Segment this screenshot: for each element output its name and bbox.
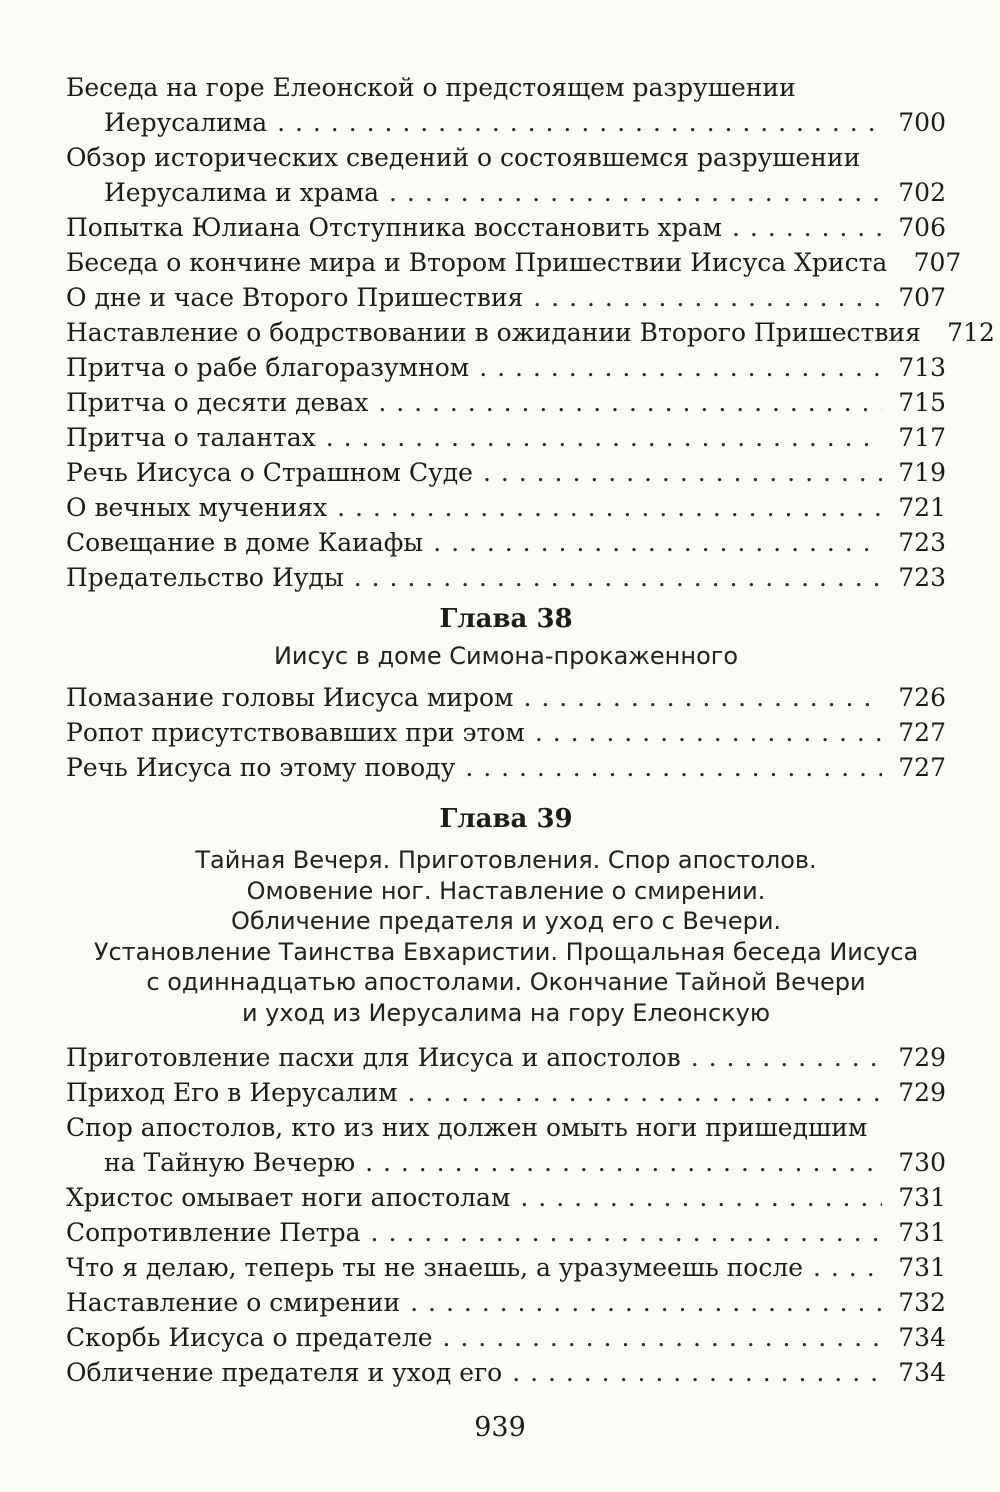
chapter-subtitle-line: Обличение предателя и уход его с Вечери. [230,907,782,935]
dot-leader [433,525,882,560]
toc-page-number: 721 [898,493,946,522]
toc-entry-line [66,490,946,525]
toc-entry-line [66,315,995,350]
toc-entry-title: Речь Иисуса по этому поводу [66,753,456,782]
toc-entry-line [66,455,946,490]
toc-page-number: 727 [898,718,946,747]
toc-entry-line [66,105,946,140]
toc-entry [66,1250,946,1285]
toc-entry-line [66,1145,946,1180]
toc-entry [66,140,946,210]
chapter-heading: Глава 38 [439,604,573,634]
toc-entry [66,1075,946,1110]
toc-entry-title: Приготовление пасхи для Иисуса и апостолов [66,1043,681,1072]
toc-page-number: 717 [898,423,946,452]
toc-page-number: 732 [898,1288,946,1317]
toc-entry [66,280,946,315]
toc-entry-title: О дне и часе Второго Пришествия [66,283,524,312]
toc-page-number: 729 [898,1078,946,1107]
toc-entry-line [66,1215,946,1250]
dot-leader [523,680,882,715]
toc-page-number: 713 [898,353,946,382]
toc-entry-line [66,1075,946,1110]
chapter-38 [66,601,946,672]
toc-entry-title: Речь Иисуса о Страшном Суде [66,458,473,487]
toc-entry-title: Беседа о кончине мира и Втором Пришествии Иисуса Христа [66,248,888,277]
toc-entry-title: Наставление о смирении [66,1288,401,1317]
dot-leader [732,210,882,245]
toc-entry [66,70,946,140]
toc-page-number: 700 [898,108,946,137]
dot-leader [277,105,882,140]
toc-entry [66,385,946,420]
toc-entry-line [66,525,946,560]
chapter-heading: Глава 39 [439,804,573,834]
chapter-subtitle-line: с одиннадцатью апостолами. Окончание Тайной Вечери [146,968,866,996]
toc-entry-line [66,280,946,315]
toc-entry [66,560,946,595]
chapter-subtitle-line: и уход из Иерусалима на гору Елеонскую [241,998,771,1027]
toc-page-number: 707 [898,283,946,312]
chapter-subtitle [66,641,946,672]
toc-entry [66,420,946,455]
toc-page-number: 730 [898,1148,946,1177]
dot-leader [691,1040,882,1075]
dot-leader [520,1180,882,1215]
toc-entry-title: Иерусалима и храма [104,178,380,207]
toc-entry-title: Что я делаю, теперь ты не знаешь, а уразумеешь после [66,1253,804,1282]
toc-page-number: 731 [898,1183,946,1212]
toc-entry-title: Скорбь Иисуса о предателе [66,1323,433,1352]
toc-page-number: 719 [898,458,946,487]
toc-entry-title: Попытка Юлиана Отступника восстановить храм [66,213,723,242]
toc-entry [66,680,946,715]
dot-leader [337,490,882,525]
toc-entry-line [66,1040,946,1075]
toc-entry-line [66,140,946,175]
toc-entry-line [66,1320,946,1355]
toc-entry-line [66,1250,946,1285]
dot-leader [813,1250,882,1285]
toc-entry-line [66,420,946,455]
toc-entry-line [66,680,946,715]
chapter-39-entries [66,1040,946,1390]
chapter-subtitle-line: Иисус в доме Симона-прокаженного [273,642,739,670]
toc-entry-title: Наставление о бодрствовании в ожидании Второго Пришествия [66,318,921,347]
toc-entry-title: Приход Его в Иерусалим [66,1078,398,1107]
dot-leader [443,1320,882,1355]
toc-entry-title: Беседа на горе Елеонской о предстоящем разрушении [66,73,796,102]
toc-entry-title: О вечных мучениях [66,493,328,522]
toc-entry-title: Сопротивление Петра [66,1218,361,1247]
toc-entry [66,455,946,490]
toc-entry-title: Притча о рабе благоразумном [66,353,470,382]
toc-entry [66,1180,946,1215]
toc-entry-title: на Тайную Вечерю [104,1148,356,1177]
toc-entry-title: Христос омывает ноги апостолам [66,1183,511,1212]
toc-entry-title: Обличение предателя и уход его [66,1358,503,1387]
toc-entry [66,1040,946,1075]
toc-entry [66,490,946,525]
toc-entry-line [66,245,962,280]
dot-leader [371,1215,882,1250]
dot-leader [479,350,882,385]
toc-entry [66,1110,946,1180]
toc-entry-title: Помазание головы Иисуса миром [66,683,514,712]
toc-entry-title: Предательство Иуды [66,563,344,592]
toc-page-number: 723 [898,563,946,592]
toc-entry [66,1215,946,1250]
toc-page-number: 707 [913,248,962,277]
toc-entry-title: Спор апостолов, кто из них должен омыть ноги пришедшим [66,1113,868,1142]
toc-entry-line [66,175,946,210]
chapter-subtitle-line: Установление Таинства Евхаристии. Прощальная беседа Иисуса [93,937,919,966]
toc-entry [66,350,946,385]
toc-entry-title: Притча о десяти девах [66,388,369,417]
toc-entry-title: Притча о талантах [66,423,316,452]
toc-page-number: 712 [947,318,995,347]
dot-leader [535,715,882,750]
dot-leader [465,750,882,785]
toc-page-number: 729 [898,1043,946,1072]
toc-entry [66,525,946,560]
toc-entry [66,1285,946,1320]
toc-entry-line [66,1285,946,1320]
toc-page-number: 731 [898,1253,946,1282]
toc-entry-line [66,350,946,385]
page-number: 939 [474,1412,526,1443]
toc-page-number: 726 [898,683,946,712]
toc-entry-line [66,210,946,245]
chapter-subtitle [66,845,946,1028]
toc-section-continued [66,70,995,595]
toc-entry [66,715,946,750]
chapter-39 [66,801,946,1028]
toc-entry [66,1320,946,1355]
dot-leader [326,420,882,455]
dot-leader [365,1145,882,1180]
toc-entry-line [66,70,946,105]
toc-page-number: 702 [898,178,946,207]
toc-page-number: 734 [898,1323,946,1352]
toc-entry-line [66,1110,946,1145]
chapter-38-entries [66,680,946,785]
dot-leader [512,1355,882,1390]
dot-leader [378,385,882,420]
toc-entry-line [66,750,946,785]
toc-entry [66,315,995,350]
dot-leader [354,560,882,595]
dot-leader [410,1285,882,1320]
toc-entry-line [66,1180,946,1215]
chapter-subtitle-line: Омовение ног. Наставление о смирении. [246,876,766,905]
toc-entry-line [66,560,946,595]
chapter-subtitle-line: Тайная Вечеря. Приготовления. Спор апостолов. [195,846,817,874]
toc-entry-line [66,715,946,750]
toc-page-number: 731 [898,1218,946,1247]
toc-page-number: 723 [898,528,946,557]
toc-page-number: 734 [898,1358,946,1387]
toc-entry [66,1355,946,1390]
toc-entry-title: Обзор исторических сведений о состоявшемся разрушении [66,143,861,172]
dot-leader [389,175,882,210]
toc-entry-title: Ропот присутствовавших при этом [66,718,525,747]
toc-entry [66,750,946,785]
toc-entry-line [66,1355,946,1390]
toc-entry-title: Совещание в доме Каиафы [66,528,424,557]
dot-leader [408,1075,882,1110]
toc-entry-title: Иерусалима [104,108,268,137]
dot-leader [533,280,882,315]
toc-page-number: 715 [898,388,946,417]
toc-page-number: 706 [898,213,946,242]
toc-entry-line [66,385,946,420]
toc-page-number: 727 [898,753,946,782]
toc-entry [66,210,946,245]
toc-entry [66,245,962,280]
dot-leader [483,455,882,490]
